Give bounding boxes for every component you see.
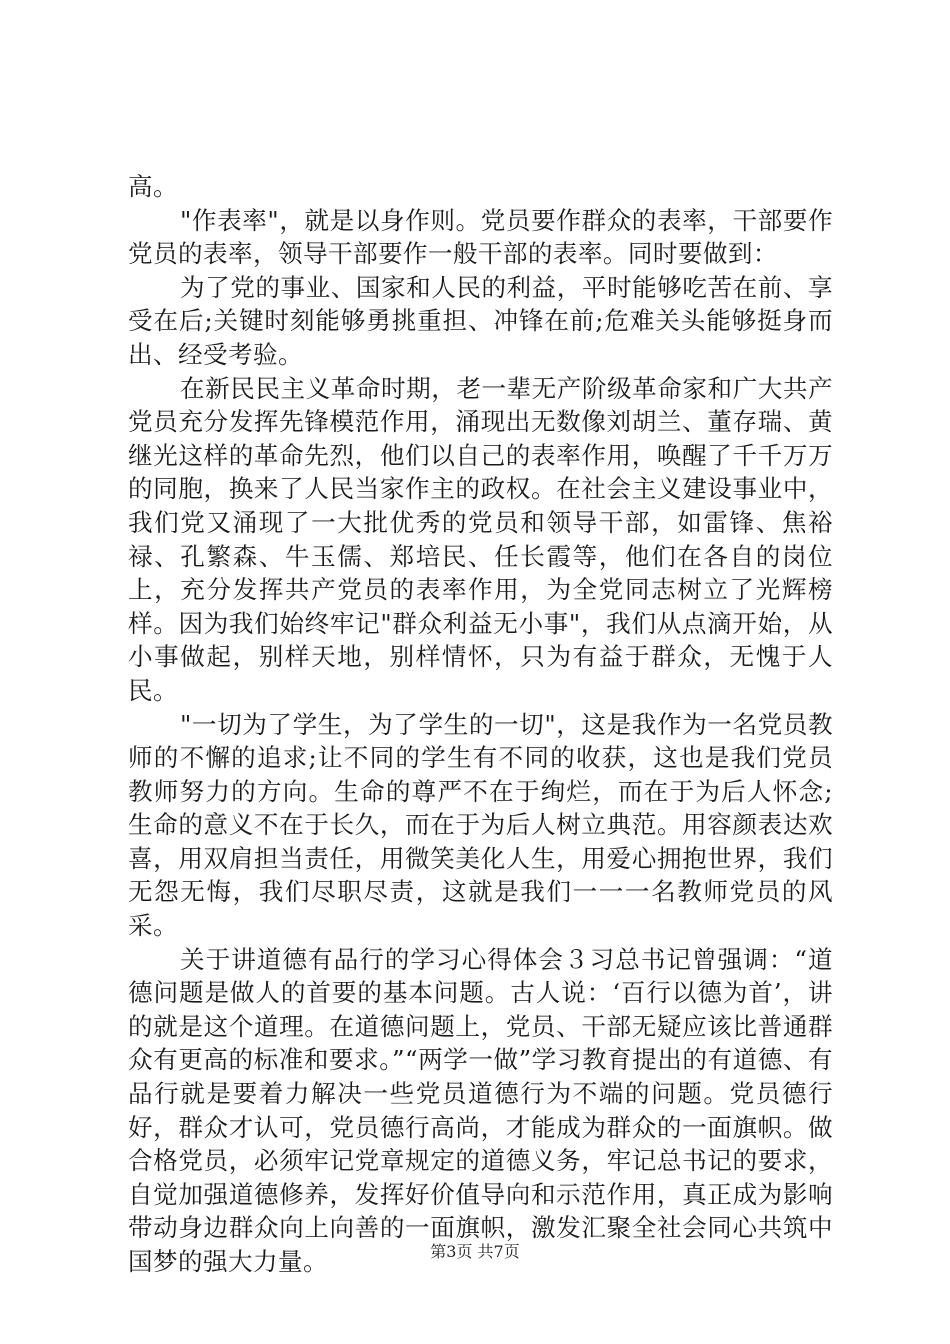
page-footer: 第3页 共7页 xyxy=(430,1242,520,1261)
paragraph-party-interests: 为了党的事业、国家和人民的利益，平时能够吃苦在前、享受在后;关键时刻能够勇挑重担、冲锋在前;危难关头能够挺身而出、经受考验。 xyxy=(128,272,833,369)
document-body xyxy=(128,170,833,1279)
paragraph-revolution-history: 在新民民主义革命时期，老一辈无产阶级革命家和广大共产党员充分发挥先锋模范作用，涌现出无数像刘胡兰、董存瑞、黄继光这样的革命先烈，他们以自己的表率作用，唤醒了千千万万的同胞，换来了人民当家作主的政权。在社会主义建设事业中，我们党又涌现了一大批优秀的党员和领导干部，如雷锋、焦裕禄、孔繁森、牛玉儒、郑培民、任长霞等，他们在各自的岗位上，充分发挥共产党员的表率作用，为全党同志树立了光辉榜样。因为我们始终牢记"群众利益无小事"，我们从点滴开始，从小事做起，别样天地，别样情怀，只为有益于群众，无愧于人民。 xyxy=(128,373,833,705)
paragraph-continuation: 高。 xyxy=(128,172,178,201)
paragraph-teacher-pursuit: "一切为了学生，为了学生的一切"，这是我作为一名党员教师的不懈的追求;让不同的学生有不同的收获，这也是我们党员教师努力的方向。生命的尊严不在于绚烂，而在于为后人怀念;生命的意义不在于长久，而在于为后人树立典范。用容颜表达欢喜，用双肩担当责任，用微笑美化人生，用爱心拥抱世界，我们无怨无悔，我们尽职尽责，这就是我们一一一名教师党员的风采。 xyxy=(128,709,833,941)
paragraph-zuo-biao-lv: "作表率"，就是以身作则。党员要作群众的表率，干部要作党员的表率，领导干部要作一般干部的表率。同时要做到： xyxy=(128,205,833,269)
paragraph-morality-study: 关于讲道德有品行的学习心得体会３习总书记曾强调：“道德问题是做人的首要的基本问题。古人说：‘百行以德为首’，讲的就是这个道理。在道德问题上，党员、干部无疑应该比普通群众有更高的标准和要求。”“两学一做”学习教育提出的有道德、有品行就是要着力解决一些党员道德行为不端的问题。党员德行好，群众才认可，党员德行高尚，才能成为群众的一面旗帜。做合格党员，必须牢记党章规定的道德义务，牢记总书记的要求，自觉加强道德修养，发挥好价值导向和示范作用，真正成为影响带动身边群众向上向善的一面旗帜，激发汇聚全社会同心共筑中国梦的强大力量。 xyxy=(128,944,833,1276)
